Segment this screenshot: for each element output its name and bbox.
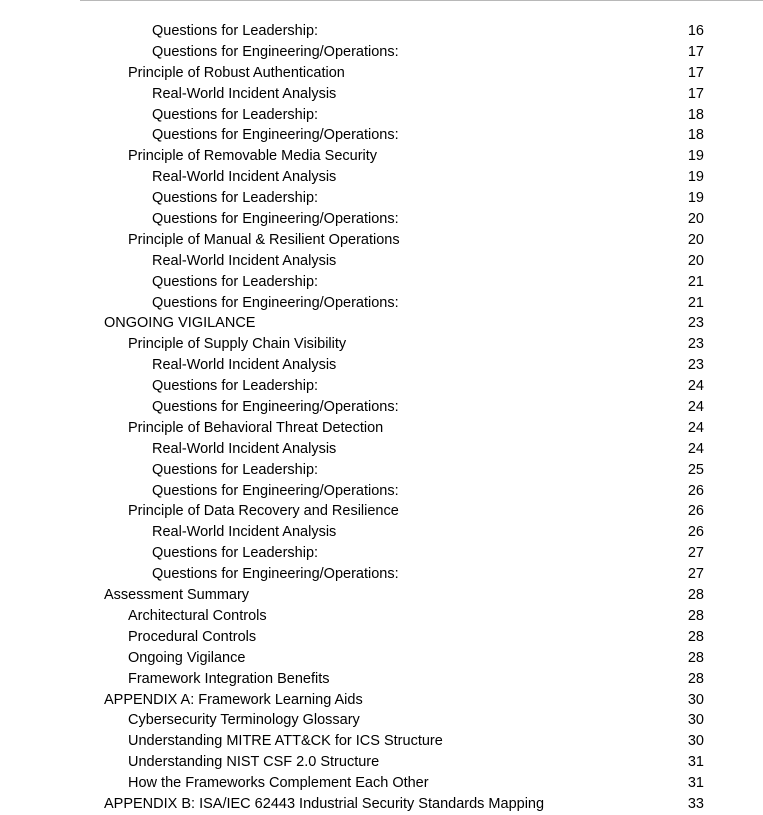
toc-entry[interactable] <box>0 21 763 42</box>
toc-entry[interactable] <box>0 481 763 502</box>
toc-entry-title[interactable]: Questions for Leadership: <box>152 273 319 290</box>
toc-entry-page-number: 31 <box>687 775 704 792</box>
toc-entry[interactable] <box>0 63 763 84</box>
toc-entry-page-number: 31 <box>687 754 704 771</box>
toc-entry[interactable] <box>0 752 763 773</box>
toc-entry-title[interactable]: Questions for Engineering/Operations: <box>152 127 399 144</box>
toc-entry[interactable] <box>0 585 763 606</box>
toc-entry-title[interactable]: Understanding MITRE ATT&CK for ICS Structure <box>128 733 443 750</box>
toc-entry-title[interactable]: Principle of Data Recovery and Resilience <box>128 503 399 520</box>
toc-entry[interactable] <box>0 209 763 230</box>
toc-entry[interactable] <box>0 606 763 627</box>
toc-entry[interactable] <box>0 648 763 669</box>
toc-entry-title[interactable]: Framework Integration Benefits <box>128 670 330 687</box>
toc-entry-title[interactable]: Questions for Engineering/Operations: <box>152 294 399 311</box>
toc-entry[interactable] <box>0 293 763 314</box>
toc-entry[interactable] <box>0 543 763 564</box>
toc-entry-page-number: 30 <box>687 712 704 729</box>
toc-entry[interactable] <box>0 731 763 752</box>
toc-entry[interactable] <box>0 272 763 293</box>
toc-entry-page-number: 23 <box>687 315 704 332</box>
toc-entry-title[interactable]: Real-World Incident Analysis <box>152 252 337 269</box>
toc-entry[interactable] <box>0 84 763 105</box>
toc-entry[interactable] <box>0 439 763 460</box>
toc-entry-page-number: 21 <box>687 273 704 290</box>
toc-entry-page-number: 24 <box>687 399 704 416</box>
toc-entry[interactable] <box>0 334 763 355</box>
toc-entry-title[interactable]: Real-World Incident Analysis <box>152 85 337 102</box>
toc-entry-page-number: 24 <box>687 378 704 395</box>
toc-entry-title[interactable]: Questions for Leadership: <box>152 378 319 395</box>
toc-entry-page-number: 18 <box>687 127 704 144</box>
toc-entry-title[interactable]: Real-World Incident Analysis <box>152 524 337 541</box>
toc-entry-title[interactable]: Real-World Incident Analysis <box>152 357 337 374</box>
toc-entry-page-number: 28 <box>687 628 704 645</box>
toc-entry[interactable] <box>0 146 763 167</box>
toc-entry-page-number: 18 <box>687 106 704 123</box>
toc-entry-page-number: 19 <box>687 148 704 165</box>
toc-entry-page-number: 21 <box>687 294 704 311</box>
toc-entry-page-number: 28 <box>687 670 704 687</box>
toc-entry[interactable] <box>0 313 763 334</box>
toc-entry-title[interactable]: How the Frameworks Complement Each Other <box>128 775 429 792</box>
toc-entry-title[interactable]: Procedural Controls <box>128 628 257 645</box>
toc-entry-title[interactable]: Architectural Controls <box>128 607 267 624</box>
toc-entry[interactable] <box>0 167 763 188</box>
toc-entry-title[interactable]: Principle of Manual & Resilient Operations <box>128 231 400 248</box>
toc-entry-page-number: 20 <box>687 231 704 248</box>
toc-entry-title[interactable]: Questions for Engineering/Operations: <box>152 566 399 583</box>
toc-entry-page-number: 30 <box>687 691 704 708</box>
toc-entry[interactable] <box>0 188 763 209</box>
toc-entry[interactable] <box>0 125 763 146</box>
toc-entry-title[interactable]: Questions for Leadership: <box>152 106 319 123</box>
toc-entry-page-number: 28 <box>687 649 704 666</box>
toc-entry[interactable] <box>0 773 763 794</box>
page-top-divider <box>80 0 763 1</box>
toc-entry[interactable] <box>0 230 763 251</box>
toc-entry-title[interactable]: Assessment Summary <box>104 587 250 604</box>
toc-entry-page-number: 25 <box>687 461 704 478</box>
toc-entry-title[interactable]: Understanding NIST CSF 2.0 Structure <box>128 754 380 771</box>
toc-entry-page-number: 24 <box>687 419 704 436</box>
toc-entry[interactable] <box>0 794 763 815</box>
toc-entry-title[interactable]: Questions for Leadership: <box>152 190 319 207</box>
toc-entry-page-number: 23 <box>687 357 704 374</box>
toc-entry-page-number: 20 <box>687 252 704 269</box>
toc-entry-title[interactable]: Questions for Engineering/Operations: <box>152 482 399 499</box>
toc-entry-page-number: 28 <box>687 607 704 624</box>
toc-entry[interactable] <box>0 418 763 439</box>
toc-entry-page-number: 20 <box>687 211 704 228</box>
toc-entry-title[interactable]: Questions for Leadership: <box>152 461 319 478</box>
toc-entry-title[interactable]: Questions for Engineering/Operations: <box>152 399 399 416</box>
toc-entry-title[interactable]: Principle of Robust Authentication <box>128 64 345 81</box>
toc-entry[interactable] <box>0 105 763 126</box>
toc-entry[interactable] <box>0 42 763 63</box>
toc-entry[interactable] <box>0 710 763 731</box>
toc-entry[interactable] <box>0 251 763 272</box>
toc-entry[interactable] <box>0 669 763 690</box>
toc-entry[interactable] <box>0 355 763 376</box>
toc-entry-title[interactable]: Real-World Incident Analysis <box>152 440 337 457</box>
toc-entry-title[interactable]: ONGOING VIGILANCE <box>104 315 256 332</box>
toc-entry-title[interactable]: APPENDIX A: Framework Learning Aids <box>104 691 363 708</box>
toc-entry-page-number: 27 <box>687 566 704 583</box>
toc-entry-page-number: 26 <box>687 503 704 520</box>
toc-entry-page-number: 30 <box>687 733 704 750</box>
toc-entry-page-number: 19 <box>687 169 704 186</box>
toc-entry-title[interactable]: Ongoing Vigilance <box>128 649 246 666</box>
toc-entry-title[interactable]: Principle of Behavioral Threat Detection <box>128 419 384 436</box>
toc-entry-page-number: 17 <box>687 64 704 81</box>
toc-entry-page-number: 17 <box>687 43 704 60</box>
toc-entry[interactable] <box>0 397 763 418</box>
toc-entry-title[interactable]: Questions for Leadership: <box>152 545 319 562</box>
toc-entry-title[interactable]: Questions for Leadership: <box>152 23 319 39</box>
table-of-contents <box>0 21 763 815</box>
toc-entry-page-number: 26 <box>687 482 704 499</box>
toc-entry[interactable] <box>0 627 763 648</box>
toc-entry-page-number: 16 <box>687 23 704 39</box>
toc-entry-title[interactable]: Principle of Supply Chain Visibility <box>128 336 347 353</box>
toc-entry[interactable] <box>0 501 763 522</box>
toc-entry-title[interactable]: Questions for Engineering/Operations: <box>152 211 399 228</box>
toc-entry-page-number: 19 <box>687 190 704 207</box>
toc-entry[interactable] <box>0 690 763 711</box>
toc-entry[interactable] <box>0 460 763 481</box>
toc-entry-page-number: 27 <box>687 545 704 562</box>
toc-entry-title[interactable]: Cybersecurity Terminology Glossary <box>128 712 360 729</box>
toc-entry-page-number: 28 <box>687 587 704 604</box>
toc-entry-page-number: 17 <box>687 85 704 102</box>
toc-entry-page-number: 24 <box>687 440 704 457</box>
toc-entry-page-number: 26 <box>687 524 704 541</box>
toc-entry-title[interactable]: Principle of Removable Media Security <box>128 148 378 165</box>
toc-entry-page-number: 23 <box>687 336 704 353</box>
toc-entry[interactable] <box>0 522 763 543</box>
toc-entry[interactable] <box>0 376 763 397</box>
toc-entry-title[interactable]: Real-World Incident Analysis <box>152 169 337 186</box>
toc-entry-title[interactable]: Questions for Engineering/Operations: <box>152 43 399 60</box>
toc-entry[interactable] <box>0 564 763 585</box>
toc-entry-page-number: 33 <box>687 795 704 812</box>
toc-entry-title[interactable]: APPENDIX B: ISA/IEC 62443 Industrial Security Standards Mapping <box>104 795 545 812</box>
